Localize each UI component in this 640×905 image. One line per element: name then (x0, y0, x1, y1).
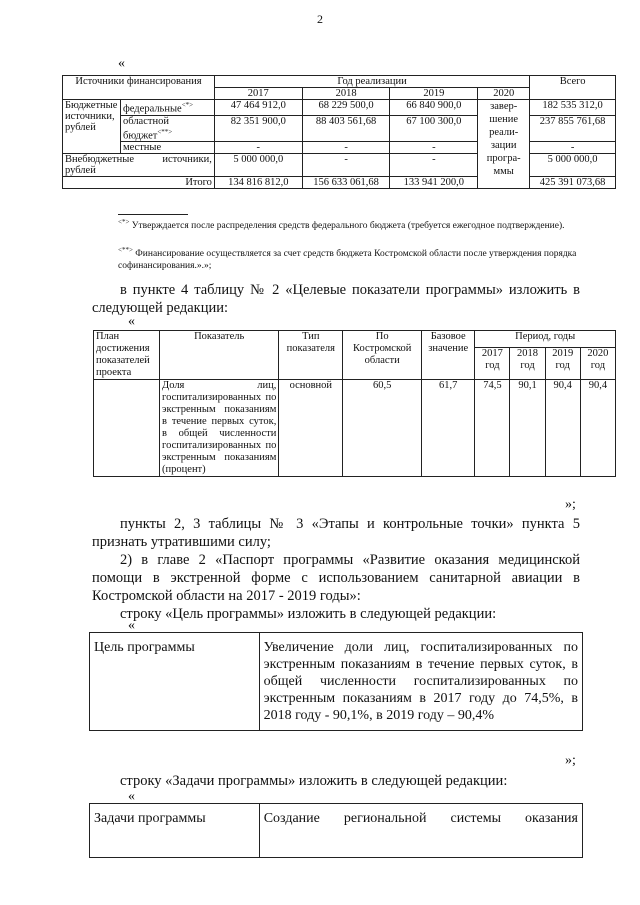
open-quote: « (118, 56, 125, 71)
local-2018: - (302, 142, 390, 154)
itogo-label: Итого (63, 177, 215, 189)
year-2017: 2017 (214, 88, 302, 100)
itogo-2019: 133 941 200,0 (390, 177, 478, 189)
paragraph-table2-intro: в пункте 4 таблицу № 2 «Целевые показатели программы» изложить в следующей редакции: (92, 282, 580, 316)
tasks-text: Создание региональной системы оказания (259, 804, 582, 858)
goal-table (89, 632, 583, 731)
regional-2018: 88 403 561,68 (302, 115, 390, 142)
financing-table (62, 75, 616, 189)
period-2017: 2017 год (475, 347, 510, 379)
header-sources: Источники финансирования (63, 76, 215, 100)
tasks-table (89, 803, 583, 858)
extra-2018: - (302, 154, 390, 177)
indicator-text: Доля лиц, госпитализированных по экстренным показаниям в течение первых суток, в общей численности госпитализированных по экстренным показаниям (процент) (160, 380, 279, 477)
close-quote: »; (565, 753, 576, 768)
federal-label: федеральные<*> (120, 100, 214, 116)
year-2019: 2019 (390, 88, 478, 100)
tasks-label: Задачи программы (90, 804, 260, 858)
footnote-mark: <**> (157, 127, 173, 136)
regional-total: 237 855 761,68 (530, 115, 616, 142)
value-2017: 74,5 (475, 380, 510, 477)
indicator-region: 60,5 (343, 380, 422, 477)
footnote-mark: <*> (181, 101, 194, 109)
regional-2017: 82 351 900,0 (214, 115, 302, 142)
extra-2019: - (390, 154, 478, 177)
open-quote: « (128, 789, 135, 804)
page-number: 2 (317, 12, 323, 26)
footnote-2: <**> Финансирование осуществляется за счет средств бюджета Костромской области после утверждения порядка софинансирования.».»; (118, 246, 577, 272)
regional-label: областной бюджет<**> (120, 115, 214, 142)
itogo-total: 425 391 073,68 (530, 177, 616, 189)
federal-2019: 66 840 900,0 (390, 100, 478, 116)
header-base: Базовое значение (422, 331, 475, 380)
header-total: Всего (530, 76, 616, 100)
indicator-base: 61,7 (422, 380, 475, 477)
local-label: местные (120, 142, 214, 154)
header-years: Год реализации (214, 76, 529, 88)
header-region: По Костромской области (343, 331, 422, 380)
indicators-table (93, 330, 616, 477)
federal-total: 182 535 312,0 (530, 100, 616, 116)
col-2020-text: завер-шение реали-зации програ-ммы (478, 100, 530, 189)
paragraph-chapter2: 2) в главе 2 «Паспорт программы «Развитие оказания медицинской помощи в экстренной форме с использованием санитарной авиации в Костромской области на 2017 - 2019 годы»: (92, 552, 580, 604)
year-2018: 2018 (302, 88, 390, 100)
footnote-divider (118, 214, 188, 215)
value-2019: 90,4 (545, 380, 580, 477)
header-period: Период, годы (475, 331, 616, 348)
extra-total: 5 000 000,0 (530, 154, 616, 177)
paragraph-tasks-intro: строку «Задачи программы» изложить в следующей редакции: (120, 773, 508, 789)
header-plan: План достижения показателей проекта (94, 331, 160, 380)
paragraph-goal-intro: строку «Цель программы» изложить в следующей редакции: (120, 606, 497, 622)
period-2018: 2018 год (510, 347, 545, 379)
itogo-2017: 134 816 812,0 (214, 177, 302, 189)
close-quote: »; (565, 497, 576, 512)
plan-cell (94, 380, 160, 477)
period-2020: 2020 год (580, 347, 615, 379)
paragraph-points-repeal: пункты 2, 3 таблицы № 3 «Этапы и контрольные точки» пункта 5 признать утратившими силу; (92, 516, 580, 550)
indicator-type: основной (279, 380, 343, 477)
local-total: - (530, 142, 616, 154)
open-quote: « (128, 618, 135, 633)
extra-2017: 5 000 000,0 (214, 154, 302, 177)
itogo-2018: 156 633 061,68 (302, 177, 390, 189)
federal-2018: 68 229 500,0 (302, 100, 390, 116)
value-2020: 90,4 (580, 380, 615, 477)
goal-label: Цель программы (90, 633, 260, 731)
budget-sources-label: Бюджетные источники, рублей (63, 100, 121, 154)
open-quote: « (128, 314, 135, 329)
local-2017: - (214, 142, 302, 154)
footnote-1: <*> Утверждается после распределения средств федерального бюджета (требуется ежегодное подтверждение). (118, 218, 565, 232)
regional-2019: 67 100 300,0 (390, 115, 478, 142)
header-indicator: Показатель (160, 331, 279, 380)
header-type: Тип показателя (279, 331, 343, 380)
value-2018: 90,1 (510, 380, 545, 477)
year-2020: 2020 (478, 88, 530, 100)
period-2019: 2019 год (545, 347, 580, 379)
federal-2017: 47 464 912,0 (214, 100, 302, 116)
extra-budget-label: Внебюджетные источники, рублей (63, 154, 215, 177)
goal-text: Увеличение доли лиц, госпитализированных по экстренным показаниям в течение первых суток, в общей численности госпитализированных по экстренным показаниям в 2017 году до 74,5%, в 2018 году - 90,1%, в 2019 году – 90,4% (259, 633, 582, 731)
local-2019: - (390, 142, 478, 154)
